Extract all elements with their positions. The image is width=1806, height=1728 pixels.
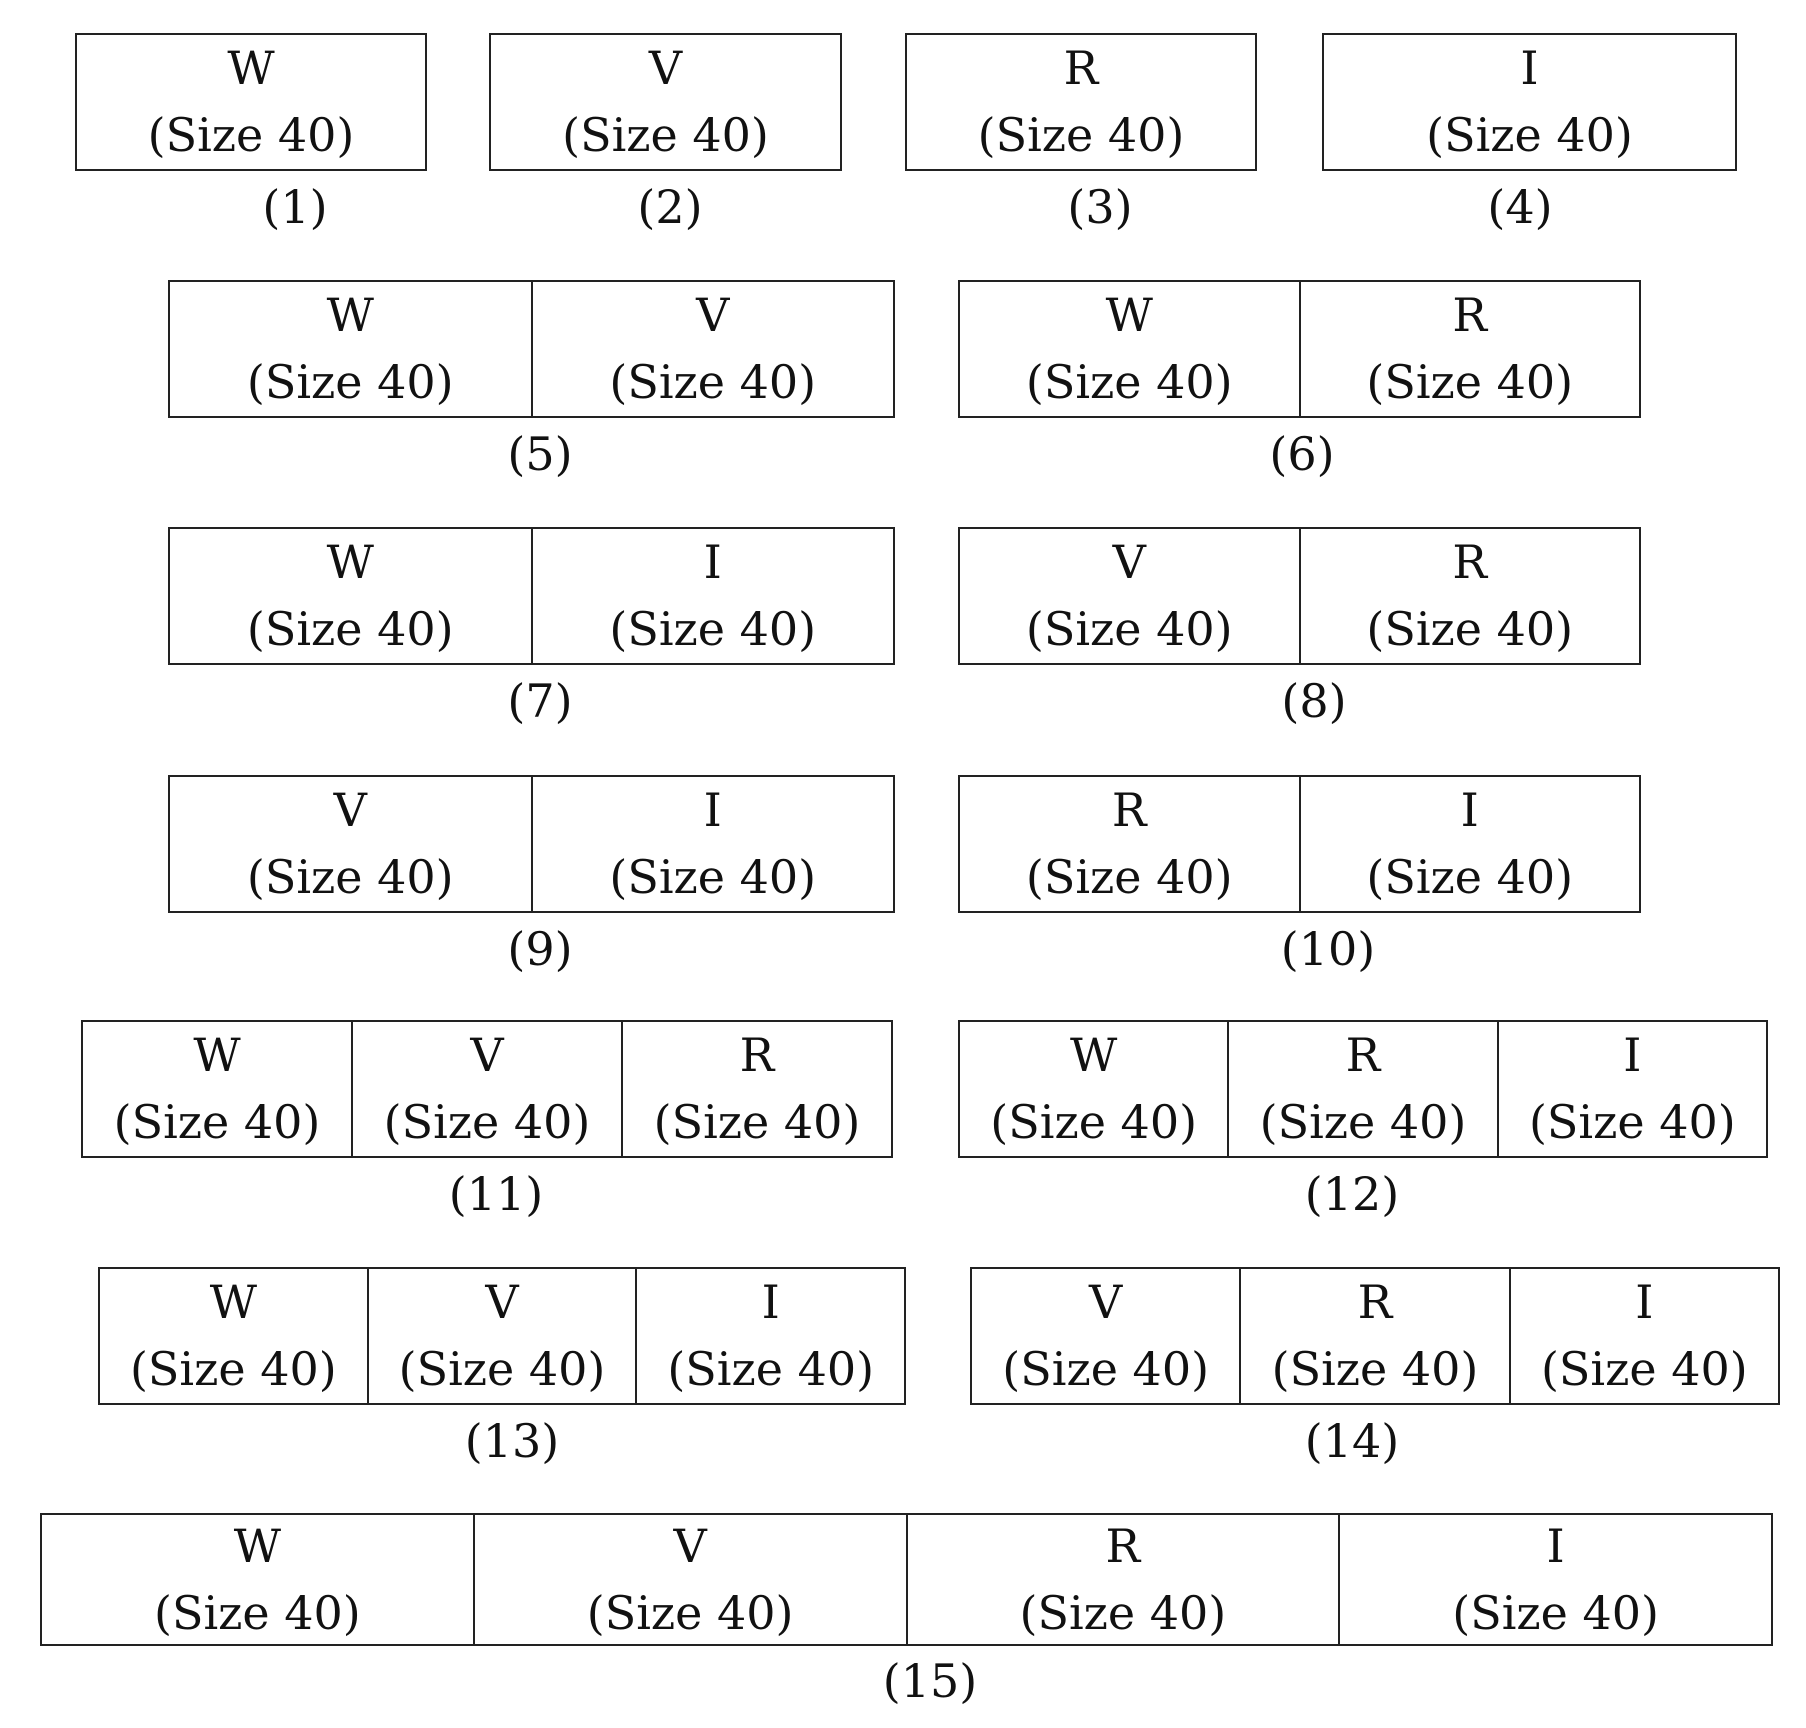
combination-cell [1338, 1515, 1771, 1644]
cell-size-label: (Size 40) [398, 1342, 606, 1396]
combination-caption: (6) [1269, 427, 1335, 481]
cell-size-label: (Size 40) [1540, 1342, 1748, 1396]
combination-cell [1324, 35, 1735, 169]
combination-caption: (7) [507, 674, 573, 728]
cell-size-label: (Size 40) [246, 850, 454, 904]
cell-letter: R [1345, 1028, 1381, 1083]
cell-size-label: (Size 40) [562, 108, 769, 162]
cell-size-label: (Size 40) [609, 355, 817, 409]
combination-caption: (5) [507, 427, 573, 481]
combination-caption: (10) [1280, 922, 1376, 976]
cell-size-label: (Size 40) [1366, 355, 1574, 409]
combination-box [958, 280, 1641, 418]
combination-cell [621, 1022, 891, 1156]
cell-size-label: (Size 40) [977, 108, 1185, 162]
combination-cell [960, 282, 1299, 416]
cell-letter: W [233, 1518, 282, 1573]
combination-cell [170, 529, 531, 663]
combination-caption: (8) [1281, 674, 1347, 728]
cell-letter: V [673, 1518, 707, 1573]
combination-caption: (11) [448, 1167, 544, 1221]
combination-cell [1299, 282, 1640, 416]
cell-letter: R [1357, 1275, 1393, 1330]
cell-size-label: (Size 40) [1452, 1585, 1659, 1640]
cell-letter: I [1546, 1518, 1565, 1573]
combination-cell [351, 1022, 621, 1156]
cell-size-label: (Size 40) [154, 1585, 361, 1640]
combination-box [958, 527, 1641, 665]
combination-box [489, 33, 842, 171]
cell-letter: V [696, 288, 730, 343]
cell-letter: I [1635, 1275, 1654, 1330]
cell-letter: R [1111, 783, 1147, 838]
cell-letter: I [761, 1275, 780, 1330]
combination-caption: (15) [882, 1654, 978, 1708]
cell-size-label: (Size 40) [653, 1095, 861, 1149]
cell-letter: R [1105, 1518, 1141, 1573]
cell-size-label: (Size 40) [1002, 1342, 1210, 1396]
combination-cell [170, 282, 531, 416]
cell-letter: R [1063, 41, 1099, 96]
combination-cell [77, 35, 425, 169]
cell-letter: W [227, 41, 275, 96]
combination-cell [960, 777, 1299, 911]
combination-cell [473, 1515, 906, 1644]
cell-letter: I [1460, 783, 1479, 838]
combination-cell [170, 777, 531, 911]
combination-box [958, 775, 1641, 913]
combination-caption: (13) [464, 1414, 560, 1468]
combination-cell [972, 1269, 1239, 1403]
combination-box [40, 1513, 1773, 1646]
cell-size-label: (Size 40) [586, 1585, 794, 1640]
combination-box [168, 527, 895, 665]
cell-size-label: (Size 40) [1366, 602, 1574, 656]
cell-size-label: (Size 40) [609, 850, 817, 904]
combination-cell [1299, 529, 1640, 663]
cell-size-label: (Size 40) [1025, 602, 1233, 656]
cell-letter: I [1623, 1028, 1642, 1083]
combination-caption: (4) [1487, 180, 1553, 234]
cell-size-label: (Size 40) [1528, 1095, 1736, 1149]
cell-letter: V [333, 783, 367, 838]
cell-size-label: (Size 40) [1271, 1342, 1479, 1396]
combination-box [75, 33, 427, 171]
combination-box [970, 1267, 1780, 1405]
combination-cell [960, 529, 1299, 663]
cell-size-label: (Size 40) [113, 1095, 321, 1149]
cell-letter: W [326, 535, 374, 590]
combination-box [81, 1020, 893, 1158]
cell-size-label: (Size 40) [129, 1342, 337, 1396]
combination-cell [491, 35, 840, 169]
combination-cell [367, 1269, 636, 1403]
combination-caption: (2) [637, 180, 703, 234]
cell-letter: W [326, 288, 374, 343]
combination-box [168, 280, 895, 418]
combination-box [1322, 33, 1737, 171]
cell-size-label: (Size 40) [1019, 1585, 1227, 1640]
cell-size-label: (Size 40) [667, 1342, 875, 1396]
combination-cell [635, 1269, 904, 1403]
cell-letter: I [703, 783, 722, 838]
combination-cell [1239, 1269, 1508, 1403]
cell-size-label: (Size 40) [1025, 850, 1233, 904]
cell-letter: V [1089, 1275, 1123, 1330]
cell-size-label: (Size 40) [1025, 355, 1233, 409]
combination-cell [1509, 1269, 1778, 1403]
combination-cell [531, 777, 894, 911]
combination-cell [100, 1269, 367, 1403]
cell-letter: I [1520, 41, 1539, 96]
combination-cell [83, 1022, 351, 1156]
cell-size-label: (Size 40) [609, 602, 817, 656]
combination-cell [531, 282, 894, 416]
combination-cell [531, 529, 894, 663]
cell-letter: V [470, 1028, 504, 1083]
combination-cell [1227, 1022, 1496, 1156]
combination-box [905, 33, 1257, 171]
combination-cell [906, 1515, 1339, 1644]
combination-cell [42, 1515, 473, 1644]
cell-letter: W [209, 1275, 257, 1330]
combination-caption: (9) [507, 922, 573, 976]
cell-letter: R [739, 1028, 775, 1083]
combination-cell [1497, 1022, 1766, 1156]
cell-size-label: (Size 40) [246, 355, 454, 409]
cell-letter: W [1070, 1028, 1118, 1083]
combination-caption: (1) [262, 180, 328, 234]
combination-caption: (14) [1304, 1414, 1400, 1468]
cell-size-label: (Size 40) [147, 108, 355, 162]
combination-caption: (3) [1067, 180, 1133, 234]
combination-cell [960, 1022, 1227, 1156]
combination-box [98, 1267, 906, 1405]
combination-cell [1299, 777, 1640, 911]
cell-letter: R [1452, 288, 1488, 343]
cell-letter: W [193, 1028, 241, 1083]
cell-letter: V [1112, 535, 1146, 590]
cell-letter: R [1452, 535, 1488, 590]
cell-letter: I [703, 535, 722, 590]
cell-size-label: (Size 40) [246, 602, 454, 656]
cell-letter: V [485, 1275, 519, 1330]
combination-box [958, 1020, 1768, 1158]
combination-cell [907, 35, 1255, 169]
combination-box [168, 775, 895, 913]
cell-letter: W [1105, 288, 1153, 343]
cell-size-label: (Size 40) [990, 1095, 1198, 1149]
cell-letter: V [648, 41, 683, 96]
cell-size-label: (Size 40) [1366, 850, 1574, 904]
cell-size-label: (Size 40) [1259, 1095, 1467, 1149]
cell-size-label: (Size 40) [1426, 108, 1633, 162]
cell-size-label: (Size 40) [383, 1095, 591, 1149]
combination-caption: (12) [1304, 1167, 1400, 1221]
